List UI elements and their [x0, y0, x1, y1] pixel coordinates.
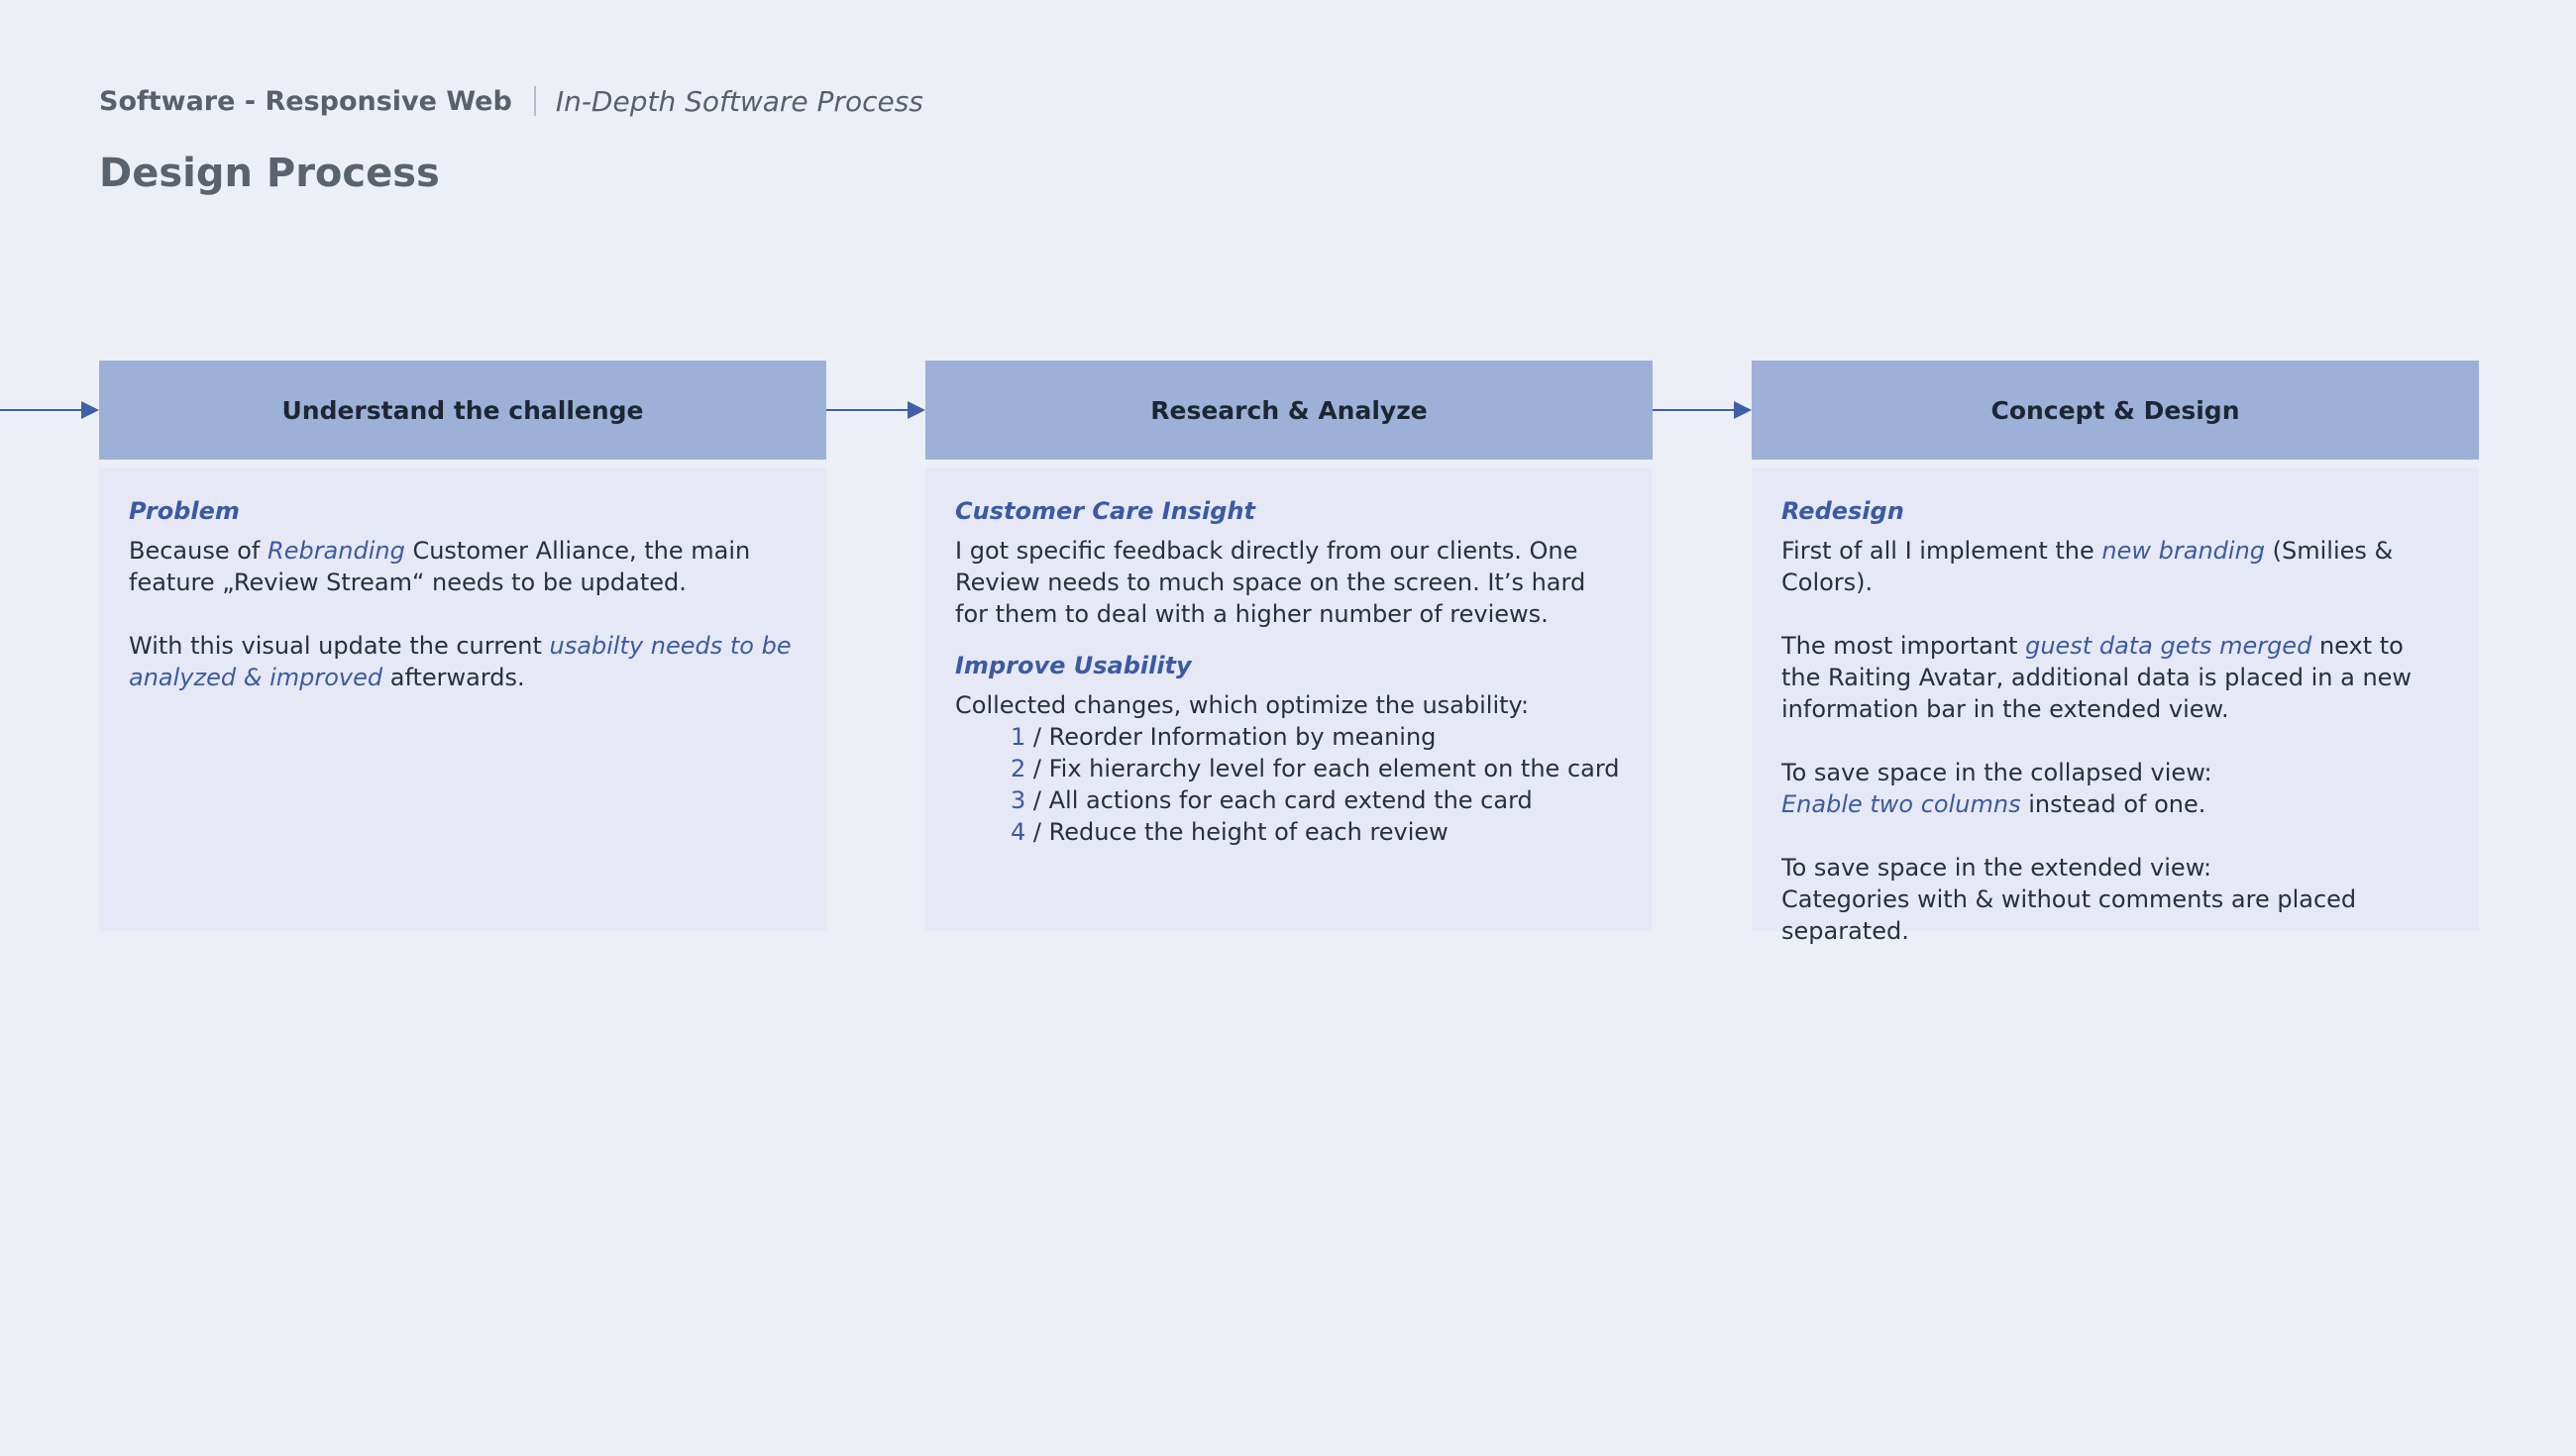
section-title: Redesign	[1781, 497, 1904, 525]
flow-arrow-head-3	[1734, 401, 1752, 419]
highlight-text: new branding	[2101, 537, 2266, 565]
flow-arrow-head-1	[81, 401, 99, 419]
step-header: Research & Analyze	[925, 361, 1653, 460]
flow-arrow-head-2	[908, 401, 925, 419]
section-title: Problem	[129, 497, 240, 525]
text: With this visual update the current	[129, 632, 550, 660]
subtitle-label: In-Depth Software Process	[555, 84, 923, 118]
text: The most important	[1781, 632, 2026, 660]
step-concept	[1752, 361, 2479, 945]
text: Customer Alliance, the main feature „Review Stream“ needs to be updated.	[129, 537, 751, 596]
paragraph	[1781, 852, 2449, 947]
step-body	[925, 468, 1653, 931]
header-top	[99, 81, 923, 121]
text: Because of	[129, 537, 268, 565]
paragraph	[1781, 757, 2449, 820]
text: To save space in the extended view:	[1781, 854, 2212, 882]
step-header: Concept & Design	[1752, 361, 2479, 460]
step-body	[99, 468, 826, 931]
step-research	[925, 361, 1653, 931]
page-header	[99, 81, 923, 196]
list-number: 4	[1011, 818, 1026, 846]
text: afterwards.	[382, 664, 525, 691]
paragraph: I got specific feedback directly from our clients. One Review needs to much space on the screen. It’s hard for them to deal with a higher number of reviews.	[955, 537, 1586, 628]
list-item	[955, 753, 1623, 784]
text: (Smilies & Colors).	[1781, 537, 2394, 596]
list-number: 2	[1011, 755, 1026, 782]
flow-arrow-line-2	[826, 409, 910, 411]
list-text: / Reduce the height of each review	[1025, 818, 1449, 846]
list-text: / Fix hierarchy level for each element on the card	[1025, 755, 1620, 782]
text: First of all I implement the	[1781, 537, 2102, 565]
paragraph	[1781, 535, 2449, 598]
usability-list	[955, 721, 1623, 848]
list-number: 1	[1011, 723, 1026, 751]
paragraph	[1781, 630, 2449, 725]
text: next to the Raiting Avatar, additional data is placed in a new information bar in the extended view.	[1781, 632, 2413, 723]
section-title: Customer Care Insight	[955, 497, 1255, 525]
list-text: / Reorder Information by meaning	[1025, 723, 1437, 751]
section-title: Improve Usability	[955, 652, 1192, 679]
paragraph	[129, 630, 797, 693]
step-body	[1752, 468, 2479, 945]
highlight-text: guest data gets merged	[2025, 632, 2312, 660]
category-label: Software - Responsive Web	[99, 85, 512, 117]
list-number: 3	[1011, 786, 1026, 814]
text: instead of one.	[2020, 790, 2206, 818]
highlight-text: Enable two columns	[1781, 790, 2021, 818]
list-item	[955, 816, 1623, 848]
header-divider	[534, 86, 536, 116]
list-item	[955, 721, 1623, 753]
step-understand	[99, 361, 826, 931]
text: To save space in the collapsed view:	[1781, 759, 2212, 786]
list-item	[955, 784, 1623, 816]
page-title: Design Process	[99, 151, 440, 196]
flow-arrow-line-3	[1653, 409, 1736, 411]
flow-arrow-line-1	[0, 409, 83, 411]
paragraph	[129, 535, 797, 598]
step-header: Understand the challenge	[99, 361, 826, 460]
highlight-text: usabilty needs to be analyzed & improved	[129, 632, 792, 691]
text: Categories with & without comments are placed separated.	[1781, 885, 2357, 945]
highlight-text: Rebranding	[268, 537, 405, 565]
list-text: / All actions for each card extend the card	[1025, 786, 1533, 814]
paragraph: Collected changes, which optimize the usability:	[955, 691, 1530, 719]
